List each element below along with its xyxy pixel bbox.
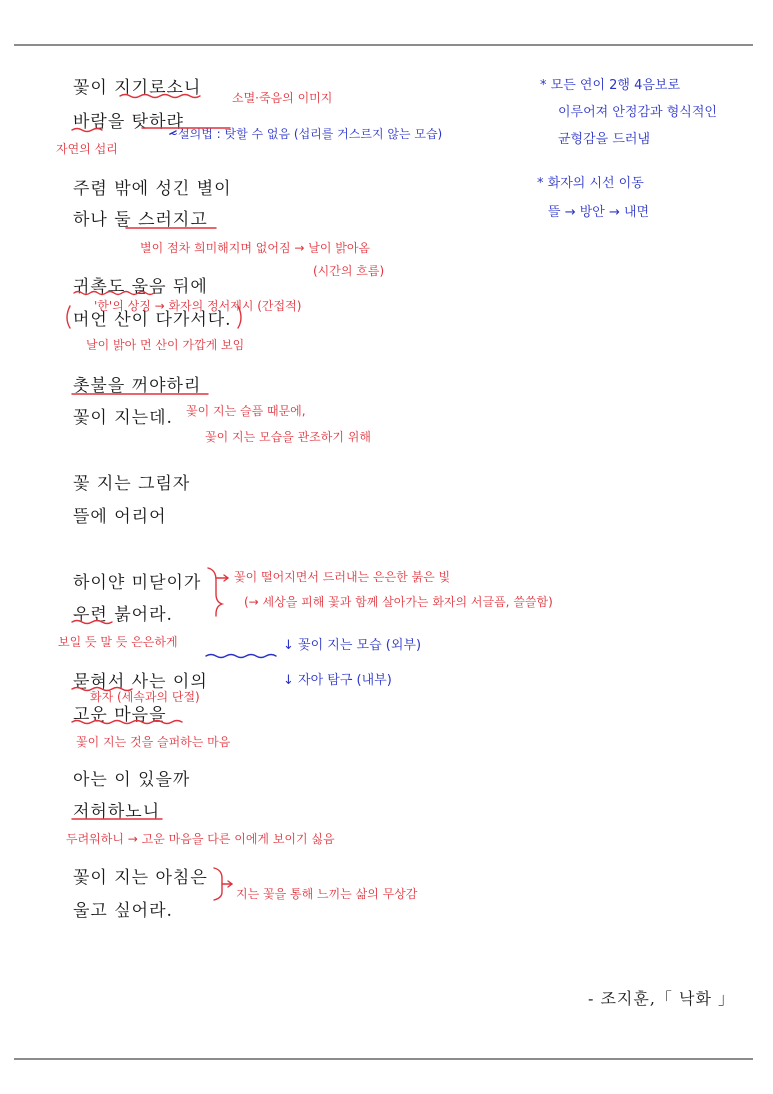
note-form-3: 균형감을 드러냄: [558, 132, 651, 147]
poem-credit: - 조지훈,「 낙화 」: [587, 989, 735, 1008]
note-outer: ↓ 꽃이 지는 모습 (외부): [283, 638, 422, 653]
poem-line-11: 하이얀 미닫이가: [73, 573, 202, 593]
poem-line-16: 저허하노니: [73, 802, 161, 822]
note-stars-fade: 별이 점차 희미해지며 없어짐 → 날이 밝아옴: [140, 241, 371, 255]
note-fear-revealing: 두려워하니 → 고운 마음을 다른 이에게 보이기 싫음: [66, 832, 335, 846]
arrow-morning: [222, 881, 232, 887]
poem-line-2: 바람을 탓하랴: [73, 112, 184, 132]
poem-line-4: 하나 둘 스러지고: [73, 210, 208, 230]
poem-line-15: 아는 이 있을까: [73, 770, 191, 790]
poem-line-8: 꽃이 지는데.: [73, 408, 173, 428]
note-contemplate: 꽃이 지는 모습을 관조하기 위해: [205, 430, 371, 444]
poem-line-14: 고운 마음을: [73, 705, 167, 725]
poem-line-13: 묻혀서 사는 이의: [73, 672, 208, 692]
poem-line-3: 주렴 밖에 성긴 별이: [73, 179, 232, 199]
poem-line-7: 촛불을 꺼야하리: [73, 376, 202, 396]
brace-miradadi: [208, 568, 222, 616]
poem-line-1: 꽃이 지기로소니: [73, 78, 202, 98]
note-red-light: 꽃이 떨어지면서 드러내는 은은한 붉은 빛: [234, 570, 451, 584]
note-han-symbol: '한'의 상징 → 화자의 정서제시 (간접적): [94, 299, 302, 313]
blue-wave-divider: [206, 655, 276, 658]
note-inner: ↓ 자아 탐구 (내부): [283, 673, 392, 688]
top-rule: [14, 44, 753, 46]
note-rhetorical: ~설의법 : 탓할 수 없음 (섭리를 거스르지 않는 모습): [168, 127, 443, 141]
poem-line-12: 우련 붉어라.: [73, 605, 173, 625]
paren-meoeon: [67, 306, 70, 328]
poem-line-5: 귀촉도 울음 뒤에: [73, 277, 208, 297]
note-loneliness: (→ 세상을 피해 꽃과 함께 살아가는 화자의 서글픔, 쓸쓸함): [244, 595, 553, 609]
note-speaker-isolation: 화자 (세속과의 단절): [90, 690, 200, 704]
note-time-flow: (시간의 흐름): [313, 264, 385, 278]
arrow-miradadi: [216, 575, 228, 581]
poem-line-10: 뜰에 어리어: [73, 507, 167, 527]
note-sorrow-image: 소멸·죽음의 이미지: [232, 91, 333, 105]
note-nature-law: 자연의 섭리: [56, 142, 118, 156]
note-grieving-heart: 꽃이 지는 것을 슬퍼하는 마음: [76, 735, 231, 749]
note-transience: 지는 꽃을 통해 느끼는 삶의 무상감: [236, 887, 418, 901]
note-faintly: 보일 듯 말 듯 은은하게: [58, 635, 178, 649]
brace-morning: [214, 868, 222, 900]
note-form-1: * 모든 연이 2행 4음보로: [540, 78, 681, 93]
note-gaze-path: 뜰 → 방안 → 내면: [548, 205, 650, 220]
bottom-rule: [14, 1058, 753, 1060]
note-sorrow-reason: 꽃이 지는 슬픔 때문에,: [186, 404, 306, 418]
note-mountain-near: 날이 밝아 먼 산이 가깝게 보임: [86, 338, 245, 352]
poem-line-6: 머언 산이 다가서다.: [73, 310, 232, 330]
poem-line-18: 울고 싶어라.: [73, 901, 173, 921]
note-gaze-shift: * 화자의 시선 이동: [537, 176, 644, 191]
poem-line-17: 꽃이 지는 아침은: [73, 868, 208, 888]
note-form-2: 이루어져 안정감과 형식적인: [558, 105, 717, 120]
poem-line-9: 꽃 지는 그림자: [73, 474, 191, 494]
